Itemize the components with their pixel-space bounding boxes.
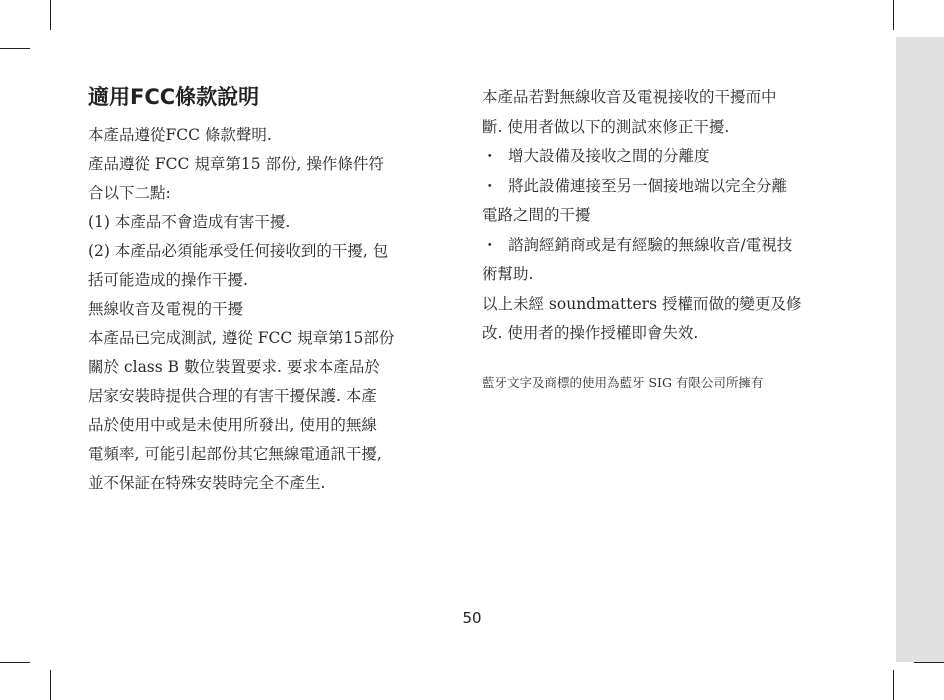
bullet-dot-icon: ・ [482,235,498,254]
subheading-line: 無線收音及電視的干擾 [88,300,244,318]
text-line: 本產品若對無線收音及電視接收的干擾而中 [482,88,777,106]
text-line: 括可能造成的操作干擾. [88,271,248,289]
crop-mark-bottom-right-horizontal [914,662,944,663]
text-line: 並不保証在特殊安裝時完全不產生. [88,474,326,492]
bullet-text: 諮詢經銷商或是有經驗的無線收音/電視技 [508,235,793,254]
bullet-continuation: 電路之間的干擾 [482,206,591,224]
bullet-text: 增大設備及接收之間的分離度 [508,147,710,165]
bullet-item [482,142,862,172]
crop-mark-bottom-left-vertical [50,670,51,700]
bullet-dot-icon: ・ [482,176,498,195]
bullet-continuation: 術幫助. [482,265,534,283]
text-line: (2) 本產品必須能承受任何接收到的干擾, 包 [88,242,389,260]
right-column [482,83,862,405]
bullet-item [482,231,862,261]
crop-mark-bottom-left-horizontal [0,662,30,663]
text-line: 改. 使用者的操作授權即會失效. [482,324,699,342]
text-line: 合以下二點: [88,184,171,202]
bullet-text: 將此設備連接至另一個接地端以完全分離 [508,176,788,195]
text-line: (1) 本產品不會造成有害干擾. [88,213,291,231]
text-line: 產品遵從 FCC 規章第15 部份, 操作條件符 [88,155,384,173]
crop-mark-bottom-right-vertical [893,670,894,700]
text-line: 關於 class B 數位裝置要求. 要求本產品於 [88,358,380,376]
crop-mark-top-right-vertical [893,0,894,30]
trademark-footnote: 藍牙文字及商標的使用為藍牙 SIG 有限公司所擁有 [482,374,764,390]
crop-mark-top-left-vertical [50,0,51,30]
text-line: 電頻率, 可能引起部份其它無線電通訊干擾, [88,445,382,463]
text-line: 以上未經 soundmatters 授權而做的變更及修 [482,294,802,313]
bullet-dot-icon: ・ [482,147,498,165]
text-line: 居家安裝時提供合理的有害干擾保護. 本產 [88,387,377,405]
text-line: 本產品已完成測試, 遵從 FCC 規章第15部份 [88,329,395,347]
text-line: 斷. 使用者做以下的測試來修正干擾. [482,117,730,136]
text-line: 本產品遵從FCC 條款聲明. [88,126,272,144]
text-line: 品於使用中或是未使用所發出, 使用的無線 [88,416,377,434]
section-title: 適用FCC條款說明 [88,85,260,109]
crop-mark-top-left-horizontal [0,48,30,49]
page-edge-bar [896,37,944,662]
bullet-item [482,172,862,202]
left-column [88,83,458,498]
page-number: 50 [462,609,482,627]
